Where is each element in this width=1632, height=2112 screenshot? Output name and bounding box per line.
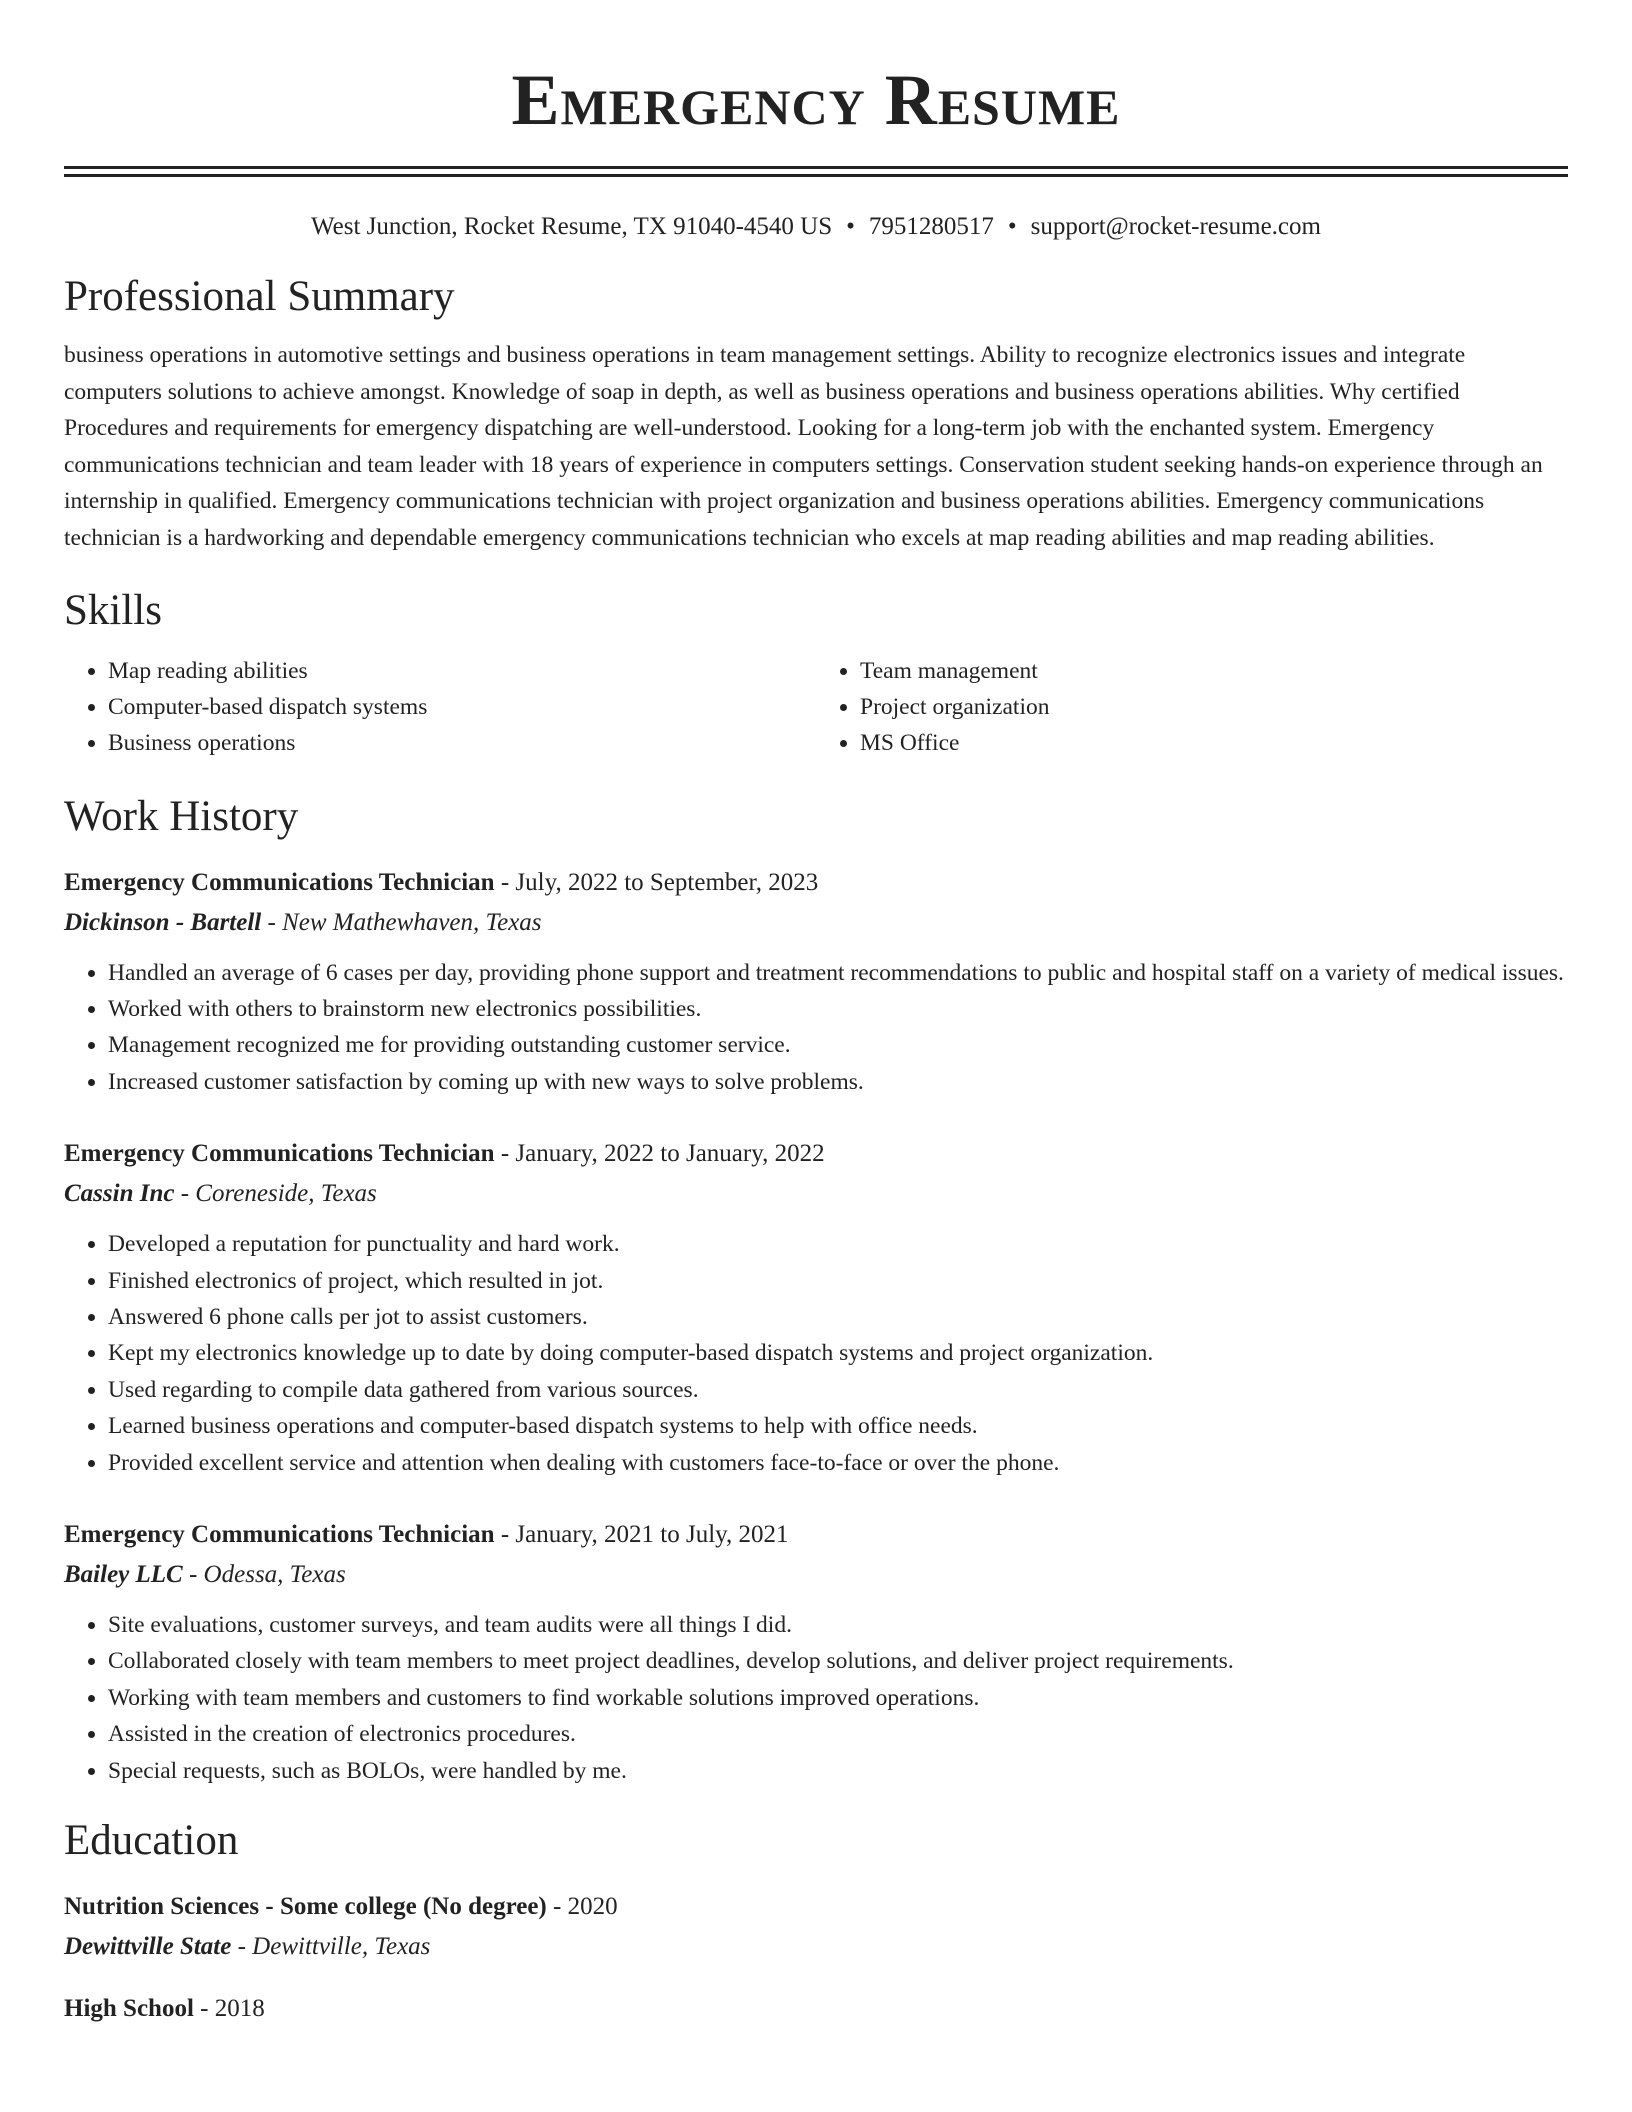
- contact-email: support@rocket-resume.com: [1030, 213, 1321, 240]
- job-bullets: [64, 955, 1568, 1101]
- skill-item: • Project organization: [860, 689, 1568, 725]
- job-bullet: • Finished electronics of project, which resulted in jot.: [108, 1263, 1568, 1299]
- section-heading: Professional Summary: [64, 273, 455, 320]
- job-bullet: • Handled an average of 6 cases per day, providing phone support and treatment recommendations to public and hospital staff on a variety of medical issues.: [108, 955, 1568, 991]
- job-bullet: • Provided excellent service and attention when dealing with customers face-to-face or over the phone.: [108, 1445, 1568, 1481]
- school-line: [64, 1931, 1568, 1963]
- skill-item: • Business operations: [108, 725, 816, 761]
- job-entry: [64, 1138, 1568, 1481]
- job-title: Emergency Communications Technician: [64, 1140, 495, 1168]
- degree-year: - 2018: [193, 1995, 265, 2023]
- education-entry: [64, 1891, 1568, 1963]
- degree-name: High School: [64, 1995, 194, 2023]
- education-entry: [64, 1993, 1568, 2025]
- employer-location: - Coreneside, Texas: [174, 1180, 377, 1208]
- job-bullet: • Collaborated closely with team members to meet project deadlines, develop solutions, and deliver project requirements.: [108, 1643, 1568, 1679]
- education-section: [64, 1815, 1568, 2025]
- skills-section: [64, 585, 1568, 761]
- job-dates: - January, 2022 to January, 2022: [494, 1140, 825, 1168]
- employer-name: Bailey LLC: [64, 1561, 183, 1589]
- skill-item: • Computer-based dispatch systems: [108, 689, 816, 725]
- summary-text: business operations in automotive settings and business operations in team management settings. Ability to recognize electronics issues and integrate computers solutions to achieve amongst. Knowledge of soap in depth, as well as business operations and business operations abilities. Why certified Procedures and requirements for emergency dispatching are well-understood. Looking for a long-term job with the enchanted system. Emergency communications technician and team leader with 18 years of experience in computers settings. Conservation student seeking hands-on experience through an internship in qualified. Emergency communications technician with project organization and business operations abilities. Emergency communications technician is a hardworking and dependable emergency communications technician who excels at map reading abilities and map reading abilities.: [64, 342, 1543, 551]
- degree-line: [64, 1891, 1568, 1923]
- skills-columns: [64, 653, 1568, 761]
- job-bullet: • Kept my electronics knowledge up to date by doing computer-based dispatch systems and project organization.: [108, 1335, 1568, 1371]
- job-title: Emergency Communications Technician: [64, 868, 495, 896]
- job-bullet: • Assisted in the creation of electronics procedures.: [108, 1716, 1568, 1752]
- job-dates: - January, 2021 to July, 2021: [494, 1521, 789, 1549]
- section-heading: Education: [64, 1817, 239, 1865]
- contact-address: West Junction, Rocket Resume, TX 91040-4540 US: [311, 213, 833, 240]
- job-title: Emergency Communications Technician: [64, 1521, 495, 1549]
- school-location: - Dewittville, Texas: [231, 1933, 431, 1961]
- skills-right-column: [816, 653, 1568, 761]
- skill-item: • Map reading abilities: [108, 653, 816, 689]
- employer-line: [64, 907, 1568, 939]
- job-bullet: • Worked with others to brainstorm new electronics possibilities.: [108, 991, 1568, 1027]
- job-bullet: • Special requests, such as BOLOs, were handled by me.: [108, 1753, 1568, 1789]
- job-bullet: • Increased customer satisfaction by coming up with new ways to solve problems.: [108, 1064, 1568, 1100]
- degree-year: - 2020: [546, 1893, 618, 1921]
- job-bullets: [64, 1226, 1568, 1481]
- job-title-line: [64, 867, 1568, 899]
- school-name: Dewittville State: [64, 1933, 232, 1961]
- job-entry: [64, 1519, 1568, 1789]
- job-bullet: • Developed a reputation for punctuality and hard work.: [108, 1226, 1568, 1262]
- section-heading: Skills: [64, 586, 162, 634]
- contact-line: [64, 211, 1568, 243]
- professional-summary-section: [64, 271, 1568, 557]
- contact-separator: •: [846, 213, 855, 240]
- work-history-section: [64, 791, 1568, 1790]
- job-bullet: • Learned business operations and computer-based dispatch systems to help with office needs.: [108, 1408, 1568, 1444]
- job-title-line: [64, 1519, 1568, 1551]
- resume-name: Emergency Resume: [511, 60, 1121, 140]
- contact-phone: 7951280517: [868, 213, 994, 240]
- employer-name: Cassin Inc: [64, 1180, 175, 1208]
- employer-line: [64, 1178, 1568, 1210]
- job-bullet: • Management recognized me for providing outstanding customer service.: [108, 1027, 1568, 1063]
- skill-item: • Team management: [860, 653, 1568, 689]
- section-heading: Work History: [64, 792, 299, 840]
- job-entry: [64, 867, 1568, 1101]
- resume-page: [64, 0, 1568, 2025]
- job-bullet: • Working with team members and customers to find workable solutions improved operations.: [108, 1680, 1568, 1716]
- job-bullet: • Answered 6 phone calls per jot to assist customers.: [108, 1299, 1568, 1335]
- job-dates: - July, 2022 to September, 2023: [494, 868, 819, 896]
- employer-name: Dickinson - Bartell: [64, 908, 262, 936]
- job-title-line: [64, 1138, 1568, 1170]
- job-bullets: [64, 1607, 1568, 1789]
- skills-left-column: [64, 653, 816, 761]
- job-bullet: • Used regarding to compile data gathered from various sources.: [108, 1372, 1568, 1408]
- job-bullet: • Site evaluations, customer surveys, and team audits were all things I did.: [108, 1607, 1568, 1643]
- header-double-rule: [64, 166, 1568, 177]
- degree-name: Nutrition Sciences - Some college (No degree): [64, 1893, 547, 1921]
- employer-location: - Odessa, Texas: [182, 1561, 346, 1589]
- contact-separator: •: [1007, 213, 1017, 240]
- employer-location: - New Mathewhaven, Texas: [261, 908, 542, 936]
- skill-item: • MS Office: [860, 725, 1568, 761]
- degree-line: [64, 1993, 1568, 2025]
- employer-line: [64, 1559, 1568, 1591]
